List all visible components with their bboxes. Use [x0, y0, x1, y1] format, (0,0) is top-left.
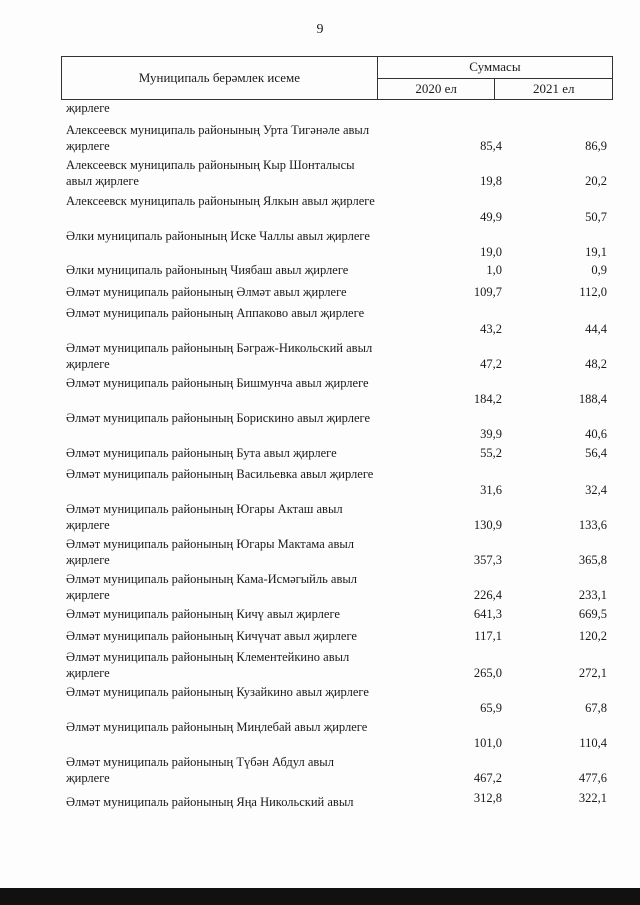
page-number: 9	[316, 22, 324, 37]
municipality-name: Әлмәт муниципаль районының Югары Акташ авыл җирлеге	[66, 502, 343, 532]
value-2020: 55,2	[480, 446, 502, 460]
municipality-name: Әлмәт муниципаль районының Бута авыл җирлеге	[66, 446, 337, 460]
value-2020: 467,2	[473, 771, 502, 785]
value-2020: 265,0	[473, 666, 502, 680]
value-2020: 109,7	[473, 285, 502, 299]
column-header-name: Муниципаль берәмлек исеме	[62, 57, 378, 100]
municipality-name: Әлмәт муниципаль районының Кичү авыл җирлеге	[66, 607, 340, 621]
value-2020: 19,8	[480, 174, 502, 188]
value-2020: 47,2	[480, 357, 502, 371]
municipality-name: Әлмәт муниципаль районының Түбән Абдул авыл җирлеге	[66, 755, 334, 785]
column-header-2021: 2021 ел	[495, 78, 613, 100]
municipality-name: Әлмәт муниципаль районының Клементейкино авыл җирлеге	[66, 650, 350, 680]
value-2021: 56,4	[585, 446, 607, 460]
value-2020: 184,2	[473, 392, 502, 406]
value-2020: 39,9	[480, 427, 502, 441]
municipality-name: Әлмәт муниципаль районының Бәграж-Никольский авыл җирлеге	[66, 341, 373, 371]
value-2020: 226,4	[473, 588, 502, 602]
value-2021: 32,4	[585, 483, 607, 497]
value-2020: 85,4	[480, 139, 502, 153]
municipality-name: Әлмәт муниципаль районының Яңа Никольский авыл	[66, 795, 354, 809]
value-2021: 0,9	[591, 263, 607, 277]
municipality-name: Әлмәт муниципаль районының Кузайкино авыл җирлеге	[66, 685, 369, 699]
value-2020: 43,2	[480, 322, 502, 336]
value-2020: 357,3	[473, 553, 502, 567]
value-2020: 117,1	[474, 629, 502, 643]
value-2021: 477,6	[578, 771, 607, 785]
column-header-2020: 2020 ел	[377, 78, 495, 100]
value-2021: 669,5	[578, 607, 607, 621]
value-2020: 130,9	[473, 518, 502, 532]
value-2021: 322,1	[578, 791, 607, 805]
value-2021: 272,1	[578, 666, 607, 680]
municipality-name: Әлмәт муниципаль районының Бишмунча авыл җирлеге	[66, 376, 369, 390]
municipality-name: Алексеевск муниципаль районының Ялкын авыл җирлеге	[66, 194, 375, 208]
municipality-name: Алексеевск муниципаль районының Кыр Шонталысы авыл җирлеге	[66, 158, 355, 188]
municipality-name: Әлмәт муниципаль районының Аппаково авыл җирлеге	[66, 306, 365, 320]
value-2021: 20,2	[585, 174, 607, 188]
table-header	[61, 56, 613, 100]
value-2021: 48,2	[585, 357, 607, 371]
value-2021: 40,6	[585, 427, 607, 441]
value-2020: 19,0	[480, 245, 502, 259]
value-2020: 49,9	[480, 210, 502, 224]
municipality-name: җирлеге	[66, 101, 110, 115]
municipality-name: Әлмәт муниципаль районының Югары Мактама авыл җирлеге	[66, 537, 354, 567]
value-2020: 101,0	[473, 736, 502, 750]
value-2021: 86,9	[585, 139, 607, 153]
value-2021: 67,8	[585, 701, 607, 715]
value-2021: 365,8	[578, 553, 607, 567]
value-2020: 641,3	[473, 607, 502, 621]
municipality-name: Әлмәт муниципаль районының Кама-Исмәгыйль авыл җирлеге	[66, 572, 358, 602]
value-2021: 44,4	[585, 322, 607, 336]
municipality-name: Әлмәт муниципаль районының Әлмәт авыл җирлеге	[66, 285, 347, 299]
municipality-name: Әлки муниципаль районының Иске Чаллы авыл җирлеге	[66, 229, 370, 243]
value-2021: 110,4	[579, 736, 607, 750]
value-2020: 1,0	[486, 263, 502, 277]
value-2020: 312,8	[473, 791, 502, 805]
municipality-name: Әлмәт муниципаль районының Васильевка авыл җирлеге	[66, 467, 374, 481]
scan-edge	[0, 888, 640, 905]
municipality-name: Әлмәт муниципаль районының Миңлебай авыл җирлеге	[66, 720, 368, 734]
value-2020: 31,6	[480, 483, 502, 497]
municipality-name: Әлмәт муниципаль районының Кичүчат авыл җирлеге	[66, 629, 357, 643]
municipality-name: Әлмәт муниципаль районының Борискино авыл җирлеге	[66, 411, 371, 425]
value-2021: 50,7	[585, 210, 607, 224]
value-2021: 112,0	[579, 285, 607, 299]
value-2021: 133,6	[578, 518, 607, 532]
value-2021: 19,1	[585, 245, 607, 259]
value-2021: 188,4	[578, 392, 607, 406]
value-2020: 65,9	[480, 701, 502, 715]
municipality-name: Алексеевск муниципаль районының Урта Тигәнәле авыл җирлеге	[66, 123, 370, 153]
value-2021: 233,1	[578, 588, 607, 602]
municipality-name: Әлки муниципаль районының Чиябаш авыл җирлеге	[66, 263, 349, 277]
value-2021: 120,2	[578, 629, 607, 643]
column-header-sum: Суммасы	[377, 57, 612, 79]
